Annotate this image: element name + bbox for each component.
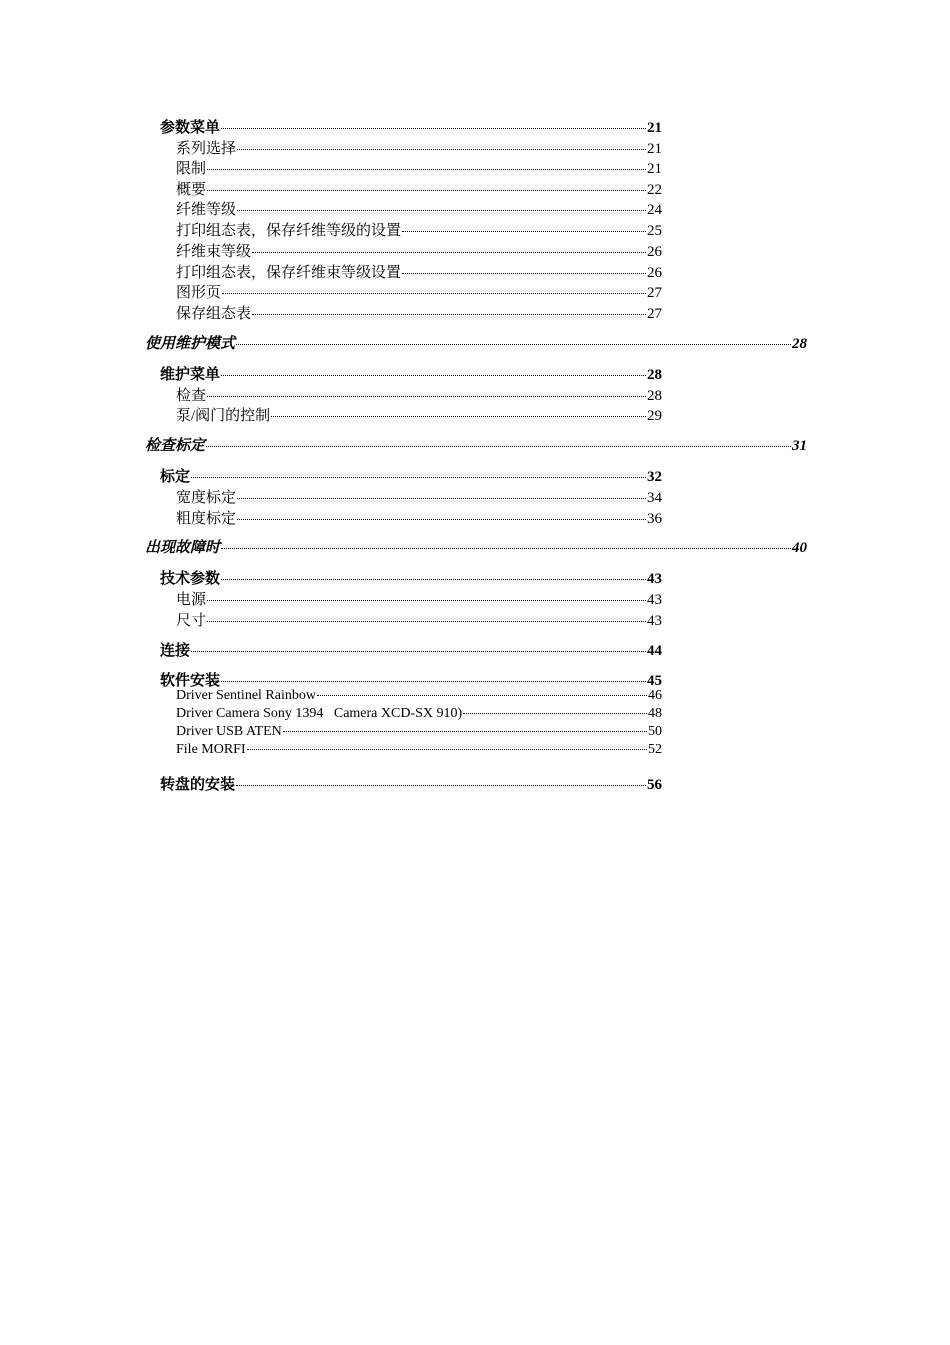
dot-leader	[207, 600, 646, 601]
toc-entry	[176, 198, 662, 219]
toc-entry-label: 打印组态表，保存纤维束等级设置	[176, 265, 402, 281]
toc-entry-label: Driver Sentinel Rainbow	[176, 688, 316, 703]
dot-leader	[221, 375, 646, 376]
toc-entry	[176, 688, 662, 704]
toc-entry-label: 限制	[176, 161, 207, 177]
toc-entry-label: 纤维等级	[176, 202, 237, 218]
dot-leader	[402, 273, 646, 274]
toc-entry	[176, 261, 662, 282]
dot-leader	[247, 749, 647, 750]
toc-entry-page: 28	[647, 388, 662, 404]
dot-leader	[221, 548, 791, 549]
toc-entry	[176, 281, 662, 302]
toc-entry-page: 56	[647, 777, 662, 793]
toc-entry-page: 27	[647, 306, 662, 322]
toc-entry-label: 出现故障时	[145, 540, 221, 556]
toc-entry-label: 宽度标定	[176, 490, 237, 506]
toc-entry	[176, 404, 662, 425]
toc-entry	[176, 178, 662, 199]
dot-leader	[237, 149, 646, 150]
dot-leader	[283, 731, 647, 732]
toc-entry	[176, 219, 662, 240]
toc-entry-label: 检查	[176, 388, 207, 404]
dot-leader	[221, 579, 646, 580]
toc-entry	[176, 742, 662, 758]
dot-leader	[207, 190, 646, 191]
toc-entry-label: 技术参数	[160, 571, 221, 587]
toc-entry	[176, 302, 662, 323]
dot-leader	[237, 498, 646, 499]
toc-entry	[160, 363, 662, 384]
toc-chapter	[145, 536, 807, 557]
toc-entry-label: 标定	[160, 469, 191, 485]
toc-entry	[176, 384, 662, 405]
toc-entry-page: 40	[792, 540, 807, 556]
toc-entry-label: 连接	[160, 643, 191, 659]
toc-entry-page: 21	[647, 120, 662, 136]
dot-leader	[402, 231, 646, 232]
toc-entry-page: 31	[792, 438, 807, 454]
dot-leader	[222, 293, 646, 294]
toc-entry-page: 44	[647, 643, 662, 659]
toc-entry	[176, 724, 662, 740]
toc-entry-label: 粗度标定	[176, 511, 237, 527]
toc-entry	[160, 567, 662, 588]
toc-entry	[176, 706, 662, 722]
toc-entry-label: 软件安装	[160, 673, 221, 689]
toc-entry-page: 34	[647, 490, 662, 506]
dot-leader	[271, 416, 646, 417]
toc-entry	[160, 669, 662, 690]
toc-entry-page: 21	[647, 161, 662, 177]
toc-entry-page: 43	[647, 592, 662, 608]
toc-entry-page: 27	[647, 285, 662, 301]
toc-entry-label: 转盘的安装	[160, 777, 236, 793]
toc-entry-label: 电源	[176, 592, 207, 608]
toc-entry-label: Driver Camera Sony 1394 Camera XCD-SX 910)	[176, 706, 463, 721]
toc-entry-page: 28	[647, 367, 662, 383]
dot-leader	[252, 252, 646, 253]
toc-entry	[160, 465, 662, 486]
toc-entry-label: Driver USB ATEN	[176, 724, 282, 739]
toc-entry-label: 打印组态表，保存纤维等级的设置	[176, 223, 402, 239]
toc-entry-page: 50	[648, 724, 662, 739]
toc-entry	[176, 157, 662, 178]
toc-entry	[160, 116, 662, 137]
dot-leader	[206, 446, 791, 447]
dot-leader	[207, 169, 646, 170]
toc-entry-label: 概要	[176, 182, 207, 198]
dot-leader	[191, 651, 646, 652]
toc-entry	[176, 240, 662, 261]
dot-leader	[207, 621, 646, 622]
toc-entry-page: 25	[647, 223, 662, 239]
dot-leader	[237, 210, 646, 211]
toc-entry-label: 纤维束等级	[176, 244, 252, 260]
toc-entry	[176, 137, 662, 158]
toc-entry-page: 48	[648, 706, 662, 721]
toc-entry-page: 26	[647, 265, 662, 281]
toc-entry-page: 43	[647, 613, 662, 629]
toc-entry-label: File MORFI	[176, 742, 246, 757]
dot-leader	[252, 314, 646, 315]
toc-entry-page: 52	[648, 742, 662, 757]
toc-entry-label: 保存组态表	[176, 306, 252, 322]
toc-entry	[160, 773, 662, 794]
toc-entry-page: 22	[647, 182, 662, 198]
toc-chapter	[145, 434, 807, 455]
toc-entry-page: 21	[647, 141, 662, 157]
toc-entry-page: 29	[647, 408, 662, 424]
toc-entry	[176, 609, 662, 630]
toc-entry-page: 36	[647, 511, 662, 527]
dot-leader	[207, 396, 646, 397]
toc-entry	[160, 639, 662, 660]
dot-leader	[191, 477, 646, 478]
toc-entry-label: 系列选择	[176, 141, 237, 157]
dot-leader	[237, 519, 646, 520]
toc-entry-page: 26	[647, 244, 662, 260]
toc-entry-page: 28	[792, 336, 807, 352]
dot-leader	[463, 713, 647, 714]
toc-entry-page: 46	[648, 688, 662, 703]
toc-entry-label: 尺寸	[176, 613, 207, 629]
dot-leader	[221, 681, 646, 682]
toc-entry-label: 检查标定	[145, 438, 206, 454]
toc-entry-label: 参数菜单	[160, 120, 221, 136]
toc-entry	[176, 588, 662, 609]
toc-entry-label: 泵/阀门的控制	[176, 408, 271, 424]
toc-entry-page: 32	[647, 469, 662, 485]
dot-leader	[236, 344, 791, 345]
toc-entry-label: 图形页	[176, 285, 222, 301]
toc-entry	[176, 486, 662, 507]
toc-entry-page: 24	[647, 202, 662, 218]
toc-entry-label: 使用维护模式	[145, 336, 236, 352]
dot-leader	[236, 785, 646, 786]
toc-entry-page: 45	[647, 673, 662, 689]
toc-entry-label: 维护菜单	[160, 367, 221, 383]
dot-leader	[317, 695, 647, 696]
toc-entry	[176, 507, 662, 528]
dot-leader	[221, 128, 646, 129]
toc-chapter	[145, 332, 807, 353]
toc-entry-page: 43	[647, 571, 662, 587]
